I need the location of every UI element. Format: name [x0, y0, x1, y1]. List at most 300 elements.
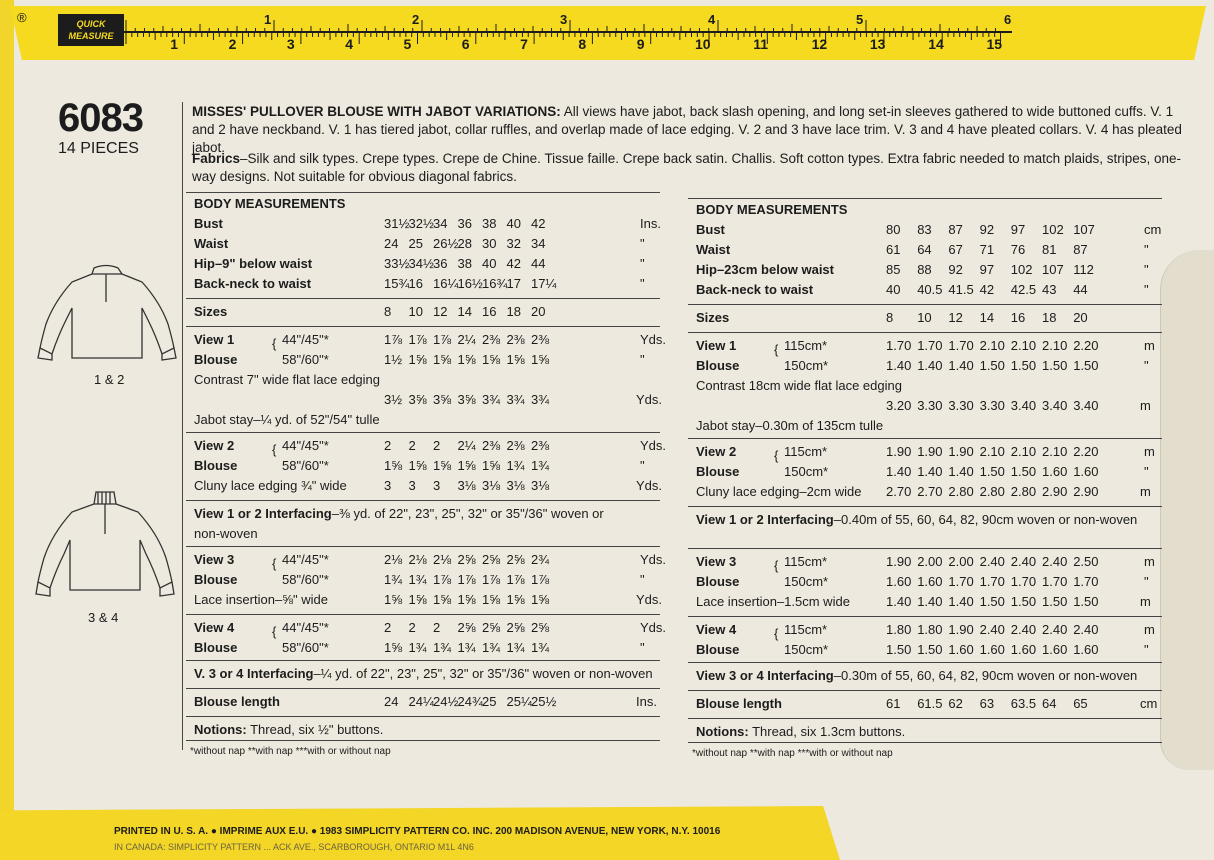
- body-value: 87: [948, 222, 963, 237]
- contrast-value: 3¾: [531, 392, 550, 407]
- yardage-unit: m: [1144, 622, 1155, 637]
- yardage-value: 1.70: [979, 574, 1005, 589]
- body-value: 42: [506, 256, 521, 271]
- yardage-value: 1.50: [1042, 358, 1068, 373]
- quick-measure-logo: [58, 14, 124, 46]
- notions-title: Notions:: [696, 724, 749, 739]
- ruler-cm-label: 5: [403, 36, 412, 52]
- view-subtitle: Blouse: [194, 572, 238, 587]
- cluny-value: 2.80: [1010, 484, 1037, 499]
- yardage-value: 1.50: [979, 464, 1005, 479]
- body-value: 15¾: [384, 276, 410, 291]
- yardage-value: 1.90: [917, 444, 943, 459]
- length-value: 63.5: [1010, 696, 1037, 711]
- yardage-value: 1.60: [979, 642, 1005, 657]
- body-value: 40.5: [917, 282, 943, 297]
- body-value: 40: [886, 282, 901, 297]
- body-unit: Ins.: [640, 216, 661, 231]
- fabric-width: 58"/60"*: [282, 640, 329, 655]
- cluny-value: 2.90: [1042, 484, 1068, 499]
- body-value: 25: [408, 236, 423, 251]
- body-value: 87: [1073, 242, 1088, 257]
- lace-value: 1.50: [1042, 594, 1068, 609]
- cluny-value: 3: [408, 478, 416, 493]
- yardage-unit: m: [1144, 338, 1155, 353]
- envelope-left-edge: [0, 0, 14, 860]
- cluny-value: 2.80: [979, 484, 1005, 499]
- view-subtitle: Blouse: [696, 642, 740, 657]
- body-value: 38: [457, 256, 472, 271]
- yardage-value: 2.10: [1042, 338, 1068, 353]
- lace-value: 1⅝: [384, 592, 403, 607]
- body-value: 83: [917, 222, 932, 237]
- table-rule: [688, 662, 1162, 663]
- body-value: 28: [457, 236, 472, 251]
- body-value: 31½: [384, 216, 410, 231]
- yardage-value: 2.10: [979, 338, 1005, 353]
- body-value: 97: [979, 262, 995, 277]
- figure-label: 3 & 4: [88, 610, 119, 625]
- interfacing-text: –0.30m of 55, 60, 64, 82, 90cm woven or non-woven: [833, 668, 1138, 683]
- view-subtitle: Blouse: [696, 574, 740, 589]
- ruler-cm-label: 7: [520, 36, 528, 52]
- lace-value: 1.40: [948, 594, 974, 609]
- body-value: 44: [1073, 282, 1088, 297]
- yardage-value: 1⅝: [506, 352, 525, 367]
- yardage-value: 1.50: [1010, 358, 1037, 373]
- yardage-value: 1⅞: [408, 332, 427, 347]
- body-value: 36: [457, 216, 472, 231]
- body-value: 92: [979, 222, 995, 237]
- ruler-inch-label: 2: [412, 12, 420, 27]
- ruler-cm-label: 9: [636, 36, 645, 52]
- cluny-value: 2.70: [917, 484, 943, 499]
- yardage-value: 1¾: [408, 640, 427, 655]
- yardage-value: 2: [384, 620, 392, 635]
- view-subtitle: Blouse: [194, 458, 238, 473]
- yardage-value: 1.90: [948, 444, 974, 459]
- table-rule: [186, 298, 660, 299]
- body-value: 34: [531, 236, 546, 251]
- size-value: 10: [408, 304, 423, 319]
- fabric-width: 44"/45"*: [282, 438, 329, 453]
- body-row-label: Back-neck to waist: [194, 276, 312, 291]
- notions-text: Thread, six 1.3cm buttons.: [748, 724, 906, 739]
- width-brace: {: [272, 336, 277, 351]
- body-row-label: Waist: [194, 236, 229, 251]
- table-rule: [688, 718, 1162, 719]
- yardage-value: 1⅞: [384, 332, 403, 347]
- yardage-value: 2¼: [457, 332, 476, 347]
- yardage-value: 1¾: [506, 640, 525, 655]
- lace-value: 1⅝: [433, 592, 452, 607]
- interfacing-title: V. 3 or 4 Interfacing: [194, 666, 314, 681]
- yardage-value: 2.40: [1010, 554, 1037, 569]
- cluny-unit: m: [1140, 484, 1151, 499]
- yardage-value: 1.40: [886, 464, 912, 479]
- cluny-label: Cluny lace edging ¾" wide: [194, 478, 347, 493]
- view-title: View 1: [696, 338, 737, 353]
- interfacing-3-4: [696, 668, 1137, 684]
- yardage-value: 2⅛: [384, 552, 403, 567]
- yardage-value: 1.70: [1073, 574, 1099, 589]
- yardage-value: 2.20: [1073, 338, 1099, 353]
- yardage-value: 1⅝: [433, 352, 452, 367]
- fabric-width: 58"/60"*: [282, 458, 329, 473]
- body-measurements-title: BODY MEASUREMENTS: [696, 202, 848, 217]
- contrast-value: 3⅝: [408, 392, 427, 407]
- body-value: 43: [1042, 282, 1057, 297]
- body-unit: cm: [1144, 222, 1162, 237]
- fabric-width: 44"/45"*: [282, 552, 329, 567]
- body-value: 17: [506, 276, 521, 291]
- ruler-cm-label: 13: [869, 36, 886, 52]
- yardage-value: 1.50: [886, 642, 912, 657]
- yardage-unit: ": [1144, 464, 1149, 479]
- view-title: View 3: [696, 554, 737, 569]
- size-value: 18: [506, 304, 521, 319]
- size-value: 8: [384, 304, 392, 319]
- length-value: 24¾: [457, 694, 483, 709]
- yardage-value: 2.40: [979, 622, 1005, 637]
- ruler-inch-label: 1: [264, 12, 272, 27]
- contrast-value: 3.30: [979, 398, 1005, 413]
- cluny-unit: Yds.: [636, 478, 663, 493]
- yardage-value: 2.00: [948, 554, 974, 569]
- yardage-value: 2: [433, 438, 441, 453]
- length-value: 62: [948, 696, 963, 711]
- table-rule: [186, 688, 660, 689]
- body-value: 107: [1073, 222, 1095, 237]
- yardage-value: 1.70: [1010, 574, 1037, 589]
- fabric-width: 150cm*: [784, 464, 829, 479]
- nap-footnote: *without nap **with nap ***with or without nap: [190, 746, 391, 757]
- yardage-value: 2.50: [1073, 554, 1099, 569]
- lace-value: 1⅝: [408, 592, 427, 607]
- cluny-value: 3: [384, 478, 392, 493]
- length-value: 61.5: [917, 696, 943, 711]
- lace-value: 1⅝: [506, 592, 525, 607]
- length-value: 25: [482, 694, 497, 709]
- yardage-value: 1¾: [506, 458, 525, 473]
- ruler-cm-label: 10: [695, 36, 711, 52]
- yardage-unit: ": [1144, 574, 1149, 589]
- contrast-value: 3¾: [506, 392, 525, 407]
- yardage-value: 1⅝: [433, 458, 452, 473]
- body-value: 32: [506, 236, 521, 251]
- yardage-value: 1¾: [457, 640, 476, 655]
- lace-value: 1.40: [886, 594, 912, 609]
- length-value: 24: [384, 694, 399, 709]
- ruler-inch-label: 3: [560, 12, 568, 27]
- yardage-value: 1.70: [948, 338, 974, 353]
- sizes-label: Sizes: [696, 310, 730, 325]
- table-rule: [186, 660, 660, 661]
- fabric-width: 115cm*: [784, 338, 828, 353]
- blouse-sketch-view-3-4-icon: [32, 490, 178, 598]
- body-value: 17¼: [531, 276, 557, 291]
- body-value: 42: [531, 216, 546, 231]
- view-subtitle: Blouse: [194, 352, 238, 367]
- contrast-unit: Yds.: [636, 392, 663, 407]
- yardage-unit: Yds.: [640, 552, 667, 567]
- yardage-value: 1.90: [886, 554, 912, 569]
- fabrics-text: –Silk and silk types. Crepe types. Crepe de Chine. Tissue faille. Crepe back satin. Challis. Soft cotton types. Extra fabric needed to match plaids, stripes, one-way designs. Not suitable for obvious diagonal fabrics.: [192, 151, 1181, 184]
- width-brace: {: [774, 558, 779, 573]
- interfacing-3-4: [194, 666, 653, 682]
- yardage-value: 2⅝: [482, 552, 501, 567]
- view-subtitle: Blouse: [696, 464, 740, 479]
- pattern-pieces-count: 14 PIECES: [58, 140, 139, 157]
- view-title: View 1: [194, 332, 235, 347]
- yardage-value: 1¾: [384, 572, 403, 587]
- view-title: View 4: [696, 622, 737, 637]
- cluny-value: 2.90: [1073, 484, 1099, 499]
- notions-text: Thread, six ½" buttons.: [246, 722, 384, 737]
- yardage-value: 2⅝: [506, 552, 525, 567]
- lace-unit: m: [1140, 594, 1151, 609]
- table-rule: [186, 432, 660, 433]
- yardage-value: 2⅜: [531, 438, 550, 453]
- yardage-value: 1⅞: [531, 572, 550, 587]
- fabrics-note: [192, 150, 1182, 186]
- yardage-value: 1⅝: [384, 640, 403, 655]
- body-value: 85: [886, 262, 901, 277]
- size-value: 10: [917, 310, 932, 325]
- ruler-cm-label: 14: [928, 36, 944, 52]
- yardage-value: 1⅞: [433, 332, 452, 347]
- table-rule: [186, 326, 660, 327]
- view-title: View 2: [194, 438, 235, 453]
- lace-value: 1.50: [979, 594, 1005, 609]
- contrast-edging-label: Contrast 7" wide flat lace edging: [194, 372, 380, 387]
- yardage-value: 1⅝: [408, 458, 427, 473]
- width-brace: {: [272, 556, 277, 571]
- body-value: 30: [482, 236, 497, 251]
- yardage-value: 1¾: [433, 640, 452, 655]
- fabric-width: 115cm*: [784, 554, 828, 569]
- ruler-cm-label: 12: [811, 36, 828, 52]
- yardage-value: 1.40: [948, 358, 974, 373]
- body-value: 64: [917, 242, 932, 257]
- length-unit: cm: [1140, 696, 1158, 711]
- fabrics-title: Fabrics: [192, 151, 241, 166]
- cluny-value: 2.70: [886, 484, 912, 499]
- view-title: View 4: [194, 620, 235, 635]
- contrast-value: 3½: [384, 392, 403, 407]
- yardage-value: 1.40: [917, 358, 943, 373]
- cluny-value: 2.80: [948, 484, 974, 499]
- body-value: 81: [1042, 242, 1057, 257]
- yardage-value: 1.70: [917, 338, 943, 353]
- body-value: 102: [1010, 262, 1033, 277]
- registered-mark: ®: [17, 10, 27, 25]
- body-value: 88: [917, 262, 932, 277]
- table-rule: [688, 332, 1162, 333]
- body-unit: ": [1144, 242, 1149, 257]
- yardage-value: 2⅝: [482, 620, 501, 635]
- lace-value: 1⅝: [457, 592, 476, 607]
- lace-value: 1⅝: [531, 592, 550, 607]
- table-rule: [186, 192, 660, 193]
- yardage-value: 2.10: [1010, 338, 1037, 353]
- yardage-value: 2.40: [979, 554, 1005, 569]
- column-divider: [182, 102, 183, 750]
- yardage-value: 2⅜: [506, 332, 525, 347]
- length-value: 63: [979, 696, 995, 711]
- quick-measure-ruler: [124, 12, 1014, 52]
- body-value: 102: [1042, 222, 1064, 237]
- yardage-value: 2.40: [1010, 622, 1037, 637]
- width-brace: {: [272, 442, 277, 457]
- pattern-number: 6083: [58, 96, 143, 140]
- body-value: 40: [482, 256, 497, 271]
- body-unit: ": [640, 276, 645, 291]
- body-row-label: Waist: [696, 242, 731, 257]
- length-value: 61: [886, 696, 901, 711]
- yardage-value: 2.40: [1042, 554, 1068, 569]
- cluny-value: 3⅛: [506, 478, 525, 493]
- lace-insertion-label: Lace insertion–⅝" wide: [194, 592, 328, 607]
- interfacing-1-2: [696, 512, 1137, 528]
- body-unit: ": [1144, 282, 1149, 297]
- yardage-value: 1⅝: [384, 458, 403, 473]
- table-rule: [688, 506, 1162, 507]
- interfacing-text: –0.40m of 55, 60, 64, 82, 90cm woven or non-woven: [833, 512, 1138, 527]
- yardage-value: 1.50: [917, 642, 943, 657]
- yardage-value: 2⅜: [506, 438, 525, 453]
- contrast-unit: m: [1140, 398, 1151, 413]
- body-value: 16: [408, 276, 423, 291]
- body-value: 34: [433, 216, 448, 231]
- interfacing-text-cont: non-woven: [194, 526, 258, 541]
- size-value: 20: [1073, 310, 1088, 325]
- size-value: 12: [948, 310, 963, 325]
- contrast-value: 3⅝: [433, 392, 452, 407]
- body-value: 67: [948, 242, 963, 257]
- size-value: 14: [457, 304, 472, 319]
- yardage-unit: Yds.: [640, 438, 667, 453]
- width-brace: {: [272, 624, 277, 639]
- fabric-width: 44"/45"*: [282, 620, 329, 635]
- fabric-width: 58"/60"*: [282, 572, 329, 587]
- yardage-value: 1.60: [886, 574, 912, 589]
- length-value: 65: [1073, 696, 1088, 711]
- yardage-unit: Yds.: [640, 620, 667, 635]
- yardage-value: 1.60: [1042, 464, 1068, 479]
- yardage-value: 2⅜: [482, 438, 501, 453]
- interfacing-text: –¼ yd. of 22", 23", 25", 32" or 35"/36" woven or non-woven: [313, 666, 653, 681]
- ruler-cm-label: 6: [461, 36, 470, 52]
- figure-label: 1 & 2: [94, 372, 125, 387]
- yardage-value: 2.20: [1073, 444, 1099, 459]
- contrast-value: 3.40: [1010, 398, 1037, 413]
- ruler-cm-label: 1: [170, 36, 179, 52]
- yardage-value: 1¾: [408, 572, 427, 587]
- contrast-value: 3¾: [482, 392, 501, 407]
- fabric-width: 115cm*: [784, 622, 828, 637]
- yardage-value: 1.40: [917, 464, 943, 479]
- table-rule: [688, 198, 1162, 199]
- yardage-value: 1⅝: [531, 352, 550, 367]
- length-value: 64: [1042, 696, 1057, 711]
- body-value: 26½: [433, 236, 459, 251]
- ruler-inch-label: 6: [1004, 12, 1012, 27]
- yardage-value: 1.60: [917, 574, 943, 589]
- interfacing-title: View 3 or 4 Interfacing: [696, 668, 834, 683]
- yardage-value: 1.60: [1073, 464, 1099, 479]
- yardage-unit: ": [640, 352, 645, 367]
- yardage-value: 1.50: [1010, 464, 1037, 479]
- yardage-value: 2: [408, 438, 416, 453]
- body-value: 36: [433, 256, 448, 271]
- envelope-flap-curl: [1160, 250, 1214, 770]
- body-row-label: Hip–9" below waist: [194, 256, 313, 271]
- table-rule: [688, 438, 1162, 439]
- yardage-value: 2¼: [457, 438, 476, 453]
- table-rule: [688, 548, 1162, 549]
- yardage-value: 2.40: [1042, 622, 1068, 637]
- yardage-value: 1.60: [1073, 642, 1099, 657]
- width-brace: {: [774, 626, 779, 641]
- table-rule: [186, 614, 660, 615]
- yardage-value: 1⅝: [482, 458, 501, 473]
- fabric-width: 115cm*: [784, 444, 828, 459]
- body-value: 71: [979, 242, 995, 257]
- notions-title: Notions:: [194, 722, 247, 737]
- yardage-value: 2⅝: [506, 620, 525, 635]
- jabot-stay-label: Jabot stay–¼ yd. of 52"/54" tulle: [194, 412, 380, 427]
- blouse-length-label: Blouse length: [194, 694, 280, 709]
- contrast-value: 3.30: [948, 398, 974, 413]
- contrast-value: 3.40: [1073, 398, 1099, 413]
- body-value: 92: [948, 262, 963, 277]
- body-measurements-title: BODY MEASUREMENTS: [194, 196, 346, 211]
- table-rule: [688, 690, 1162, 691]
- logo-line-1: QUICK: [76, 19, 106, 29]
- length-value: 25¼: [506, 694, 532, 709]
- body-row-label: Bust: [194, 216, 223, 231]
- yardage-value: 2⅛: [433, 552, 452, 567]
- view-subtitle: Blouse: [696, 358, 740, 373]
- yardage-value: 1.80: [886, 622, 912, 637]
- body-value: 16¼: [433, 276, 459, 291]
- body-value: 42.5: [1010, 282, 1037, 297]
- yardage-value: 1½: [384, 352, 403, 367]
- yardage-value: 2⅝: [457, 620, 476, 635]
- width-brace: {: [774, 448, 779, 463]
- yardage-value: 1⅞: [433, 572, 452, 587]
- yardage-unit: ": [1144, 358, 1149, 373]
- lace-insertion-label: Lace insertion–1.5cm wide: [696, 594, 850, 609]
- cluny-value: 3⅛: [457, 478, 476, 493]
- cluny-value: 3⅛: [531, 478, 550, 493]
- body-value: 34½: [408, 256, 434, 271]
- yardage-value: 1⅞: [506, 572, 525, 587]
- yardage-value: 2: [384, 438, 392, 453]
- notions: [194, 722, 383, 738]
- nap-footnote: *without nap **with nap ***with or without nap: [692, 748, 893, 759]
- ruler-cm-label: 2: [228, 36, 237, 52]
- body-value: 80: [886, 222, 901, 237]
- table-rule: [186, 716, 660, 717]
- yardage-unit: ": [640, 572, 645, 587]
- yardage-value: 2⅝: [457, 552, 476, 567]
- body-value: 76: [1010, 242, 1026, 257]
- fabric-width: 58"/60"*: [282, 352, 329, 367]
- yardage-value: 1⅞: [457, 572, 476, 587]
- body-value: 16½: [457, 276, 483, 291]
